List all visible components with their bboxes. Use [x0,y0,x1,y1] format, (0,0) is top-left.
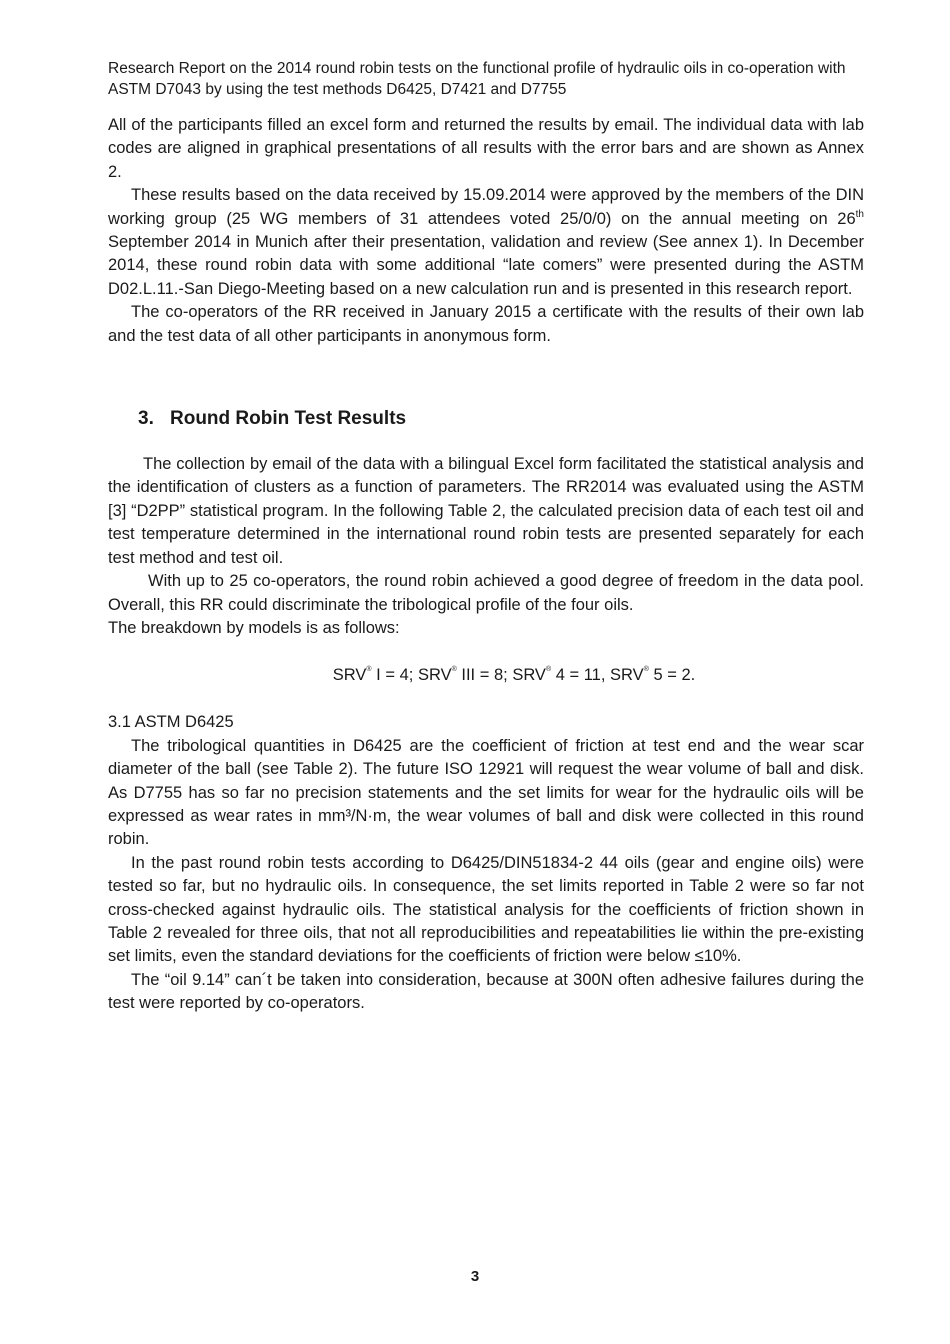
intro-paragraph-2-part-2: September 2014 in Munich after their presentation, validation and review (See annex 1). In December 2014, these round robin data with some additional “late comers” were presented during the ASTM D02.L.11.-San Diego-Meeting based on a new calculation run and is presented in this research report. [108,233,864,298]
section-3-title: Round Robin Test Results [170,408,407,430]
section-3-1-paragraph-3: The “oil 9.14” can´t be taken into consideration, because at 300N often adhesive failures during the test were reported by co-operators. [108,970,864,1013]
section-3-paragraph-2: With up to 25 co-operators, the round robin achieved a good degree of freedom in the data pool. Overall, this RR could discriminate the tribological profile of the four oils. [108,572,864,614]
srv-item-3: SRV® 4 = 11, [512,666,606,685]
running-header [108,58,898,100]
section-3-heading [138,406,864,432]
ordinal-suffix: th [855,208,864,220]
section-3-1-paragraph-2: In the past round robin tests according to D6425/DIN51834-2 44 oils (gear and engine oils) were tested so far, but no hydraulic oils. In consequence, the set limits reported in Table 2 were so far not cross-checked against hydraulic oils. The statistical analysis for the coefficients of friction shown in Table 2 revealed for three oils, that not all reproducibilities and repeatabilities lie within the pre-existing set limits, even the standard deviations for the coefficients of friction were below ≤10%. [108,853,864,966]
intro-paragraph-2 [108,184,864,301]
intro-paragraph-2-part-1: These results based on the data received by 15.09.2014 were approved by the members of the DIN working group (25 WG members of 31 attendees voted 25/0/0) on the annual meeting on 26 [108,186,864,228]
srv-model-breakdown [108,664,864,687]
page-number: 3 [470,1268,480,1285]
header-line-1: Research Report on the 2014 round robin tests on the functional profile of hydraulic oils in co-operation with [108,60,846,77]
section-3-paragraph-1: The collection by email of the data with a bilingual Excel form facilitated the statistical analysis and the identification of clusters as a function of parameters. The RR2014 was evaluated using the ASTM [3] “D2PP” statistical program. In the following Table 2, the calculated precision data of each test oil and test temperature determined in the international round robin tests are presented separately for each test method and test oil. [108,455,864,567]
section-3-paragraph-3: The breakdown by models is as follows: [108,618,400,637]
intro-paragraph-1: All of the participants filled an excel form and returned the results by email. The individual data with lab codes are aligned in graphical presentations of all results with the error bars and are shown as Annex 2. [108,116,864,181]
srv-item-4: SRV® 5 = 2. [610,666,696,685]
intro-paragraph-3: The co-operators of the RR received in January 2015 a certificate with the results of their own lab and the test data of all other participants in anonymous form. [108,303,864,345]
section-3-1-heading: 3.1 ASTM D6425 [108,713,234,732]
section-3-1-paragraph-1: The tribological quantities in D6425 are the coefficient of friction at test end and the wear scar diameter of the ball (see Table 2). The future ISO 12921 will request the wear volume of ball and disk. As D7755 has so far no precision statements and the set limits for wear for the hydraulic oils will be expressed as wear rates in mm³/N·m, the wear volumes of ball and disk were collected in this round robin. [108,736,864,849]
srv-item-1: SRV® I = 4; [332,666,414,685]
srv-item-2: SRV® III = 8; [417,666,508,685]
body-content [108,114,864,1016]
section-3-number: 3. [138,408,154,430]
header-line-2: ASTM D7043 by using the test methods D6425, D7421 and D7755 [108,81,567,98]
